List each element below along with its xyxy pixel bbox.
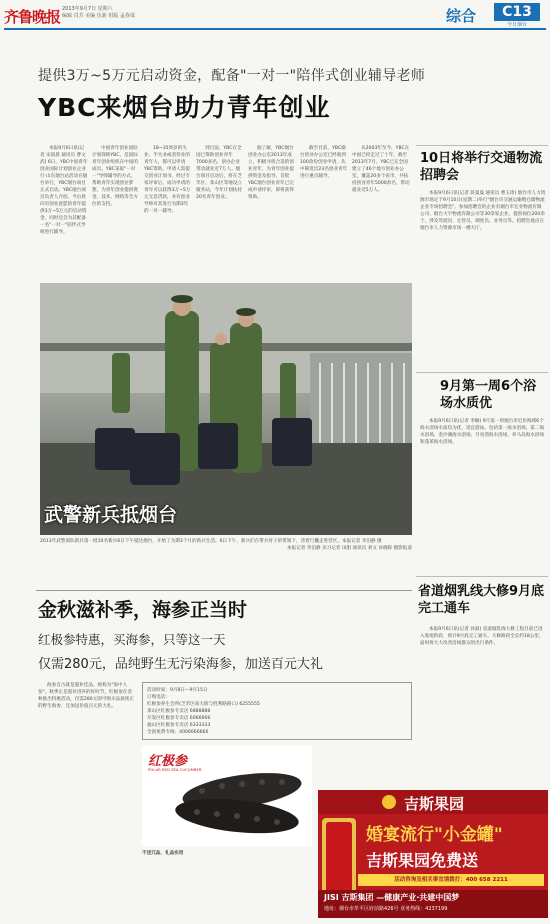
newspaper-logo: 齐鲁晚报 (4, 8, 61, 26)
sidebar-b-body: 本报9月6日讯(记者 李楠) 9月第一周烟台市近岸海域6个海水浴场水质均为优，适宜游泳。包括第一海水浴场、第二海水浴场、金沙滩海水浴场、月亮湾海水浴场、养马岛海水浴场和蓬莱海水浴场。 (420, 419, 545, 445)
ad-info-line-4: 莱山区红极参专卖店 6888888 (147, 709, 211, 714)
photo-credits: 本报记者 李泊静 见习记者 田甜 通讯员 刘文 孙晓晖 摄影报道 (286, 546, 412, 551)
soldiers-photo (40, 283, 412, 535)
sidebar-rule-3 (416, 576, 548, 577)
photo-caption (40, 538, 412, 552)
article-title: YBC来烟台助力青年创业 (38, 93, 331, 122)
masthead-rule (4, 28, 546, 30)
ad-info-line-5: 开发区红极参专卖店 6066666 (147, 716, 211, 721)
masthead-meta (62, 6, 135, 20)
ad-headline: 金秋滋补季，海参正当时 (38, 599, 248, 621)
issue-date: 2013年9月7日 星期六 (62, 6, 113, 12)
ad-price-line: 仅需280元，品纯野生无污染海参，加送百元大礼 (38, 657, 323, 672)
article-column-2: 中国青年创业国际计划简称YBC，是国际青年创业组织在中国的成员。YBC采取"一对一"导师辅导的方式，帮助青年实现创业梦想，为青年创业提供资金、技术、网络等全方位的支持。 (92, 146, 138, 207)
article-column-5: 据了解，YBC烟台创业办公室2013年成立，积极寻找合适的创业青年，为青年创业提供资金及指导。首批YBC烟台创业青年已完成申请评审，即将获得资助。 (248, 146, 294, 200)
sidebar-rule-1 (416, 145, 548, 146)
ad-brand-logo: 红极参 (148, 754, 188, 769)
jisi-footer (318, 890, 548, 918)
jisi-top-band (318, 790, 548, 814)
ad-info-line-2: 订购电话： (147, 695, 170, 700)
article-column-1: 本报9月6日讯(记者 宋晨晨 通讯员 曹文武) 6日，YBC中国青年创业国际计划创业企业行·山东烟台站活动在烟台举行，YBC烟台项目正式启动。YBC烟台项目负责人介绍，今后将向有创业意愿的青年提供3万~5万元的启动资金，同时还会为其配备一名"一对一"陪伴式导师进行辅导。 (40, 146, 88, 235)
ad-info-line-7: 全国免费专线：4006666666 (147, 730, 209, 735)
jisi-address: 地址：烟台市牟平区府前路426号 业务热线：4237199 (324, 906, 448, 912)
article-column-4: 到目前，YBC在全国已资助创业青年7000多名，创办企业带动就业近7万人。烟台项目启动后，将在芝罘区、莱山区等地设立服务站，今年计划扶持20名青年创业。 (196, 146, 242, 200)
editors-line: 编辑 肖芳 美编 伍新 组版 孟春成 (62, 13, 135, 19)
sidebar-c-title: 省道烟乳线大修9月底完工通车 (418, 584, 545, 616)
sidebar-rule-2 (416, 372, 548, 373)
sea-cucumber-product-image (142, 746, 312, 846)
section-subtitle: 今日烟台 (506, 22, 527, 28)
sea-cucumber-illustration (142, 746, 312, 846)
ad-info-line-3: 红极参养生会所(芝罘区南大街与胜利路路口) 6255555 (147, 702, 260, 707)
jisi-logo-icon (382, 795, 396, 809)
ad-tagline: 不送冗品，礼品实用 (142, 851, 184, 856)
section-header (446, 3, 544, 27)
sidebar-a-body: 本报9月6日讯(记者 蒋曼曼 通讯员 曹玉琦) 烟台市人力资源市场定于9月10日(星期二)举行"烟台市交通运输暨仓储物流企业专场招聘会"。参加招聘会的企业有烟台市宏业物流有限公司、烟台大宇物流有限公司等30余家企业，提供岗位200余个，涉及驾驶员、仓管员、调度员、业务员等。招聘会地点在烟台市人力资源市场一楼大厅。 (420, 191, 546, 231)
sidebar-a-title: 10日将举行交通物流招聘会 (420, 151, 543, 183)
ad-body-text: 海参自古就是滋补佳品，被称为"海中人参"。秋季正是滋补进补的好时节，红极参在金秋推出特惠活动，仅需280元即可购买品质纯正的野生海参，还加送价值百元的大礼。 (38, 683, 135, 709)
article-subtitle: 提供3万~5万元启动资金，配备"一对一"陪伴式创业辅导老师 (38, 68, 426, 84)
photo-caption-text: 2013年武警部队新兵第一批10名新兵6日下午抵达烟台，开始了为期3个月的新兵生活。6日下午，新兵们在带兵骨干的带领下，背着行囊走进营区。本报记者 李泊静 摄 (40, 539, 382, 544)
page-number: C13 (494, 3, 540, 21)
article-column-3: 18~35周岁的失业、半失业或者待业的青年人，都可以申请YBC资助。申请人需提交创业计划书，经过专家评审后，成功申请的青年可以获得3万~5万元无息贷款，并有创业导师对其进行为期3年的一对一辅导。 (144, 146, 191, 214)
jisi-free-offer: 吉斯果园免费送 (366, 851, 479, 870)
ad-subline: 红极参特惠，买海参，只等这一天 (38, 632, 226, 647)
soldiers-illustration (40, 283, 412, 535)
jisi-advertisement (318, 790, 548, 918)
jisi-hotline-bar (358, 874, 544, 886)
ad-info-line-1: 活动时间：9月8日—9月15日 (147, 688, 208, 693)
ad-info-box (142, 682, 412, 740)
gold-jar-icon (322, 818, 356, 898)
sidebar-b-title: 9月第一周6个浴场水质优 (440, 379, 537, 411)
ad-info-line-6: 福山区红极参专卖店 6333333 (147, 723, 211, 728)
jisi-hotline-number: 400 658 2211 (465, 877, 508, 883)
article-column-6: 截至目前，YBC烟台创业办公室已经收到100余份创业申请，从中筛选出23名创业青年进行重点辅导。 (300, 146, 348, 179)
sidebar-c-body: 本报9月6日讯(记者 孙淑) 省道烟乳线大修工程目前已进入收尾阶段，预计9月底完工通车。大修路段全长约18公里，届时将大大改善沿线群众的出行条件。 (420, 627, 544, 646)
article-column-7: 从2003年至今，YBC在中国已经走过了十年，截至2013年7月，YBC已在全国建立了46个地方创业办公室，覆盖20多个省市，共扶持创业青年5000余名，带动就业近5万人。 (352, 146, 410, 193)
ad-top-rule (36, 590, 412, 591)
jisi-hotline-label: 活动咨询及相关事宜请拨打： (394, 877, 466, 883)
jisi-footer-slogan: JISI 吉斯集团 —健康产业·共建中国梦 (324, 893, 460, 902)
photo-headline: 武警新兵抵烟台 (44, 504, 178, 526)
jisi-tagline: 婚宴流行"小金罐" (366, 825, 503, 845)
jisi-brand: 吉斯果园 (404, 795, 465, 813)
section-name: 综合 (446, 7, 477, 25)
ad-brand-en: POLAR RED SEA CUCUMBER (148, 767, 202, 772)
